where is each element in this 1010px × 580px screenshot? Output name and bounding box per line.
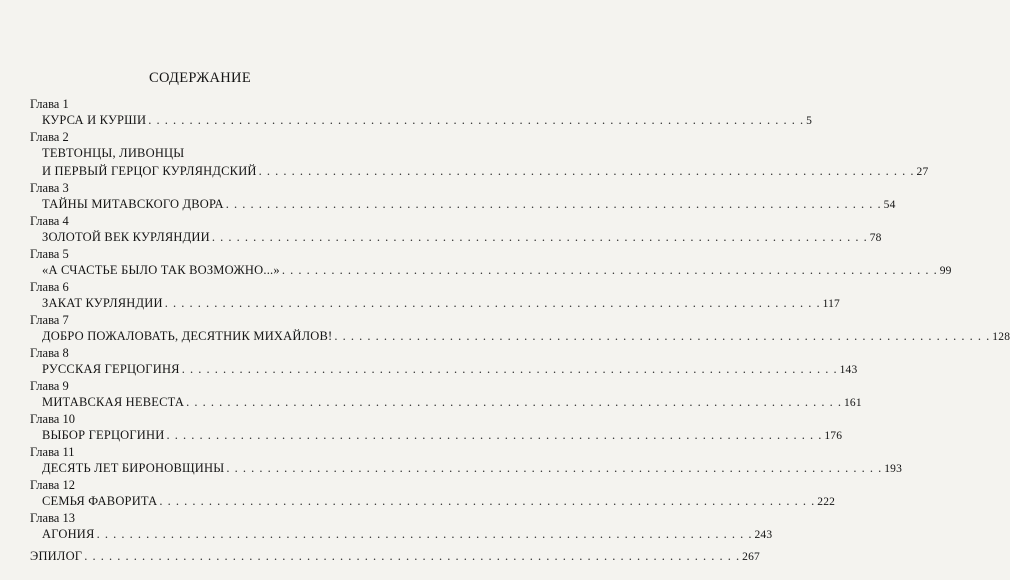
- chapter-number: Глава 4: [30, 214, 69, 228]
- contents-heading: СОДЕРЖАНИЕ: [149, 70, 251, 86]
- chapter-title-line: [30, 162, 929, 180]
- toc-entry: [30, 181, 896, 213]
- dot-leader: . . . . . . . . . . . . . . . . . . . . . . . . . . . . . . . . . . . . . . . . . . . . . . . . . . . . . . . . . . . . . . . . . . . . . . . . . . . . . . . .: [258, 164, 915, 178]
- chapter-title-line: [30, 327, 1010, 345]
- epilog-title: ЭПИЛОГ: [30, 549, 83, 563]
- chapter-title: ТЕВТОНЦЫ, ЛИВОНЦЫ: [42, 146, 185, 160]
- chapter-number: Глава 5: [30, 247, 69, 261]
- chapter-number: Глава 3: [30, 181, 69, 195]
- page-number: 99: [939, 265, 952, 277]
- chapter-title: «А СЧАСТЬЕ БЫЛО ТАК ВОЗМОЖНО...»: [42, 263, 280, 277]
- chapter-number: Глава 10: [30, 412, 75, 426]
- toc-entry: [30, 379, 862, 411]
- chapter-title-line: [30, 459, 903, 477]
- dot-leader: . . . . . . . . . . . . . . . . . . . . . . . . . . . . . . . . . . . . . . . . . . . . . . . . . . . . . . . . . . . . . . . . . . . . . . . . . . . . . . . .: [281, 263, 938, 277]
- chapter-title-line: [30, 195, 896, 213]
- page-number: 267: [742, 551, 760, 563]
- chapter-title: АГОНИЯ: [42, 527, 95, 541]
- page-number: 54: [883, 199, 896, 211]
- dot-leader: . . . . . . . . . . . . . . . . . . . . . . . . . . . . . . . . . . . . . . . . . . . . . . . . . . . . . . . . . . . . . . . . . . . . . . . . . . . . . . . .: [159, 494, 816, 508]
- chapter-title-line: [30, 393, 862, 411]
- chapter-number: Глава 11: [30, 445, 75, 459]
- chapter-title-line: [30, 228, 882, 246]
- chapter-title-line: [30, 492, 836, 510]
- chapter-title-line: [30, 261, 952, 279]
- chapter-title: РУССКАЯ ГЕРЦОГИНЯ: [42, 362, 180, 376]
- page-number: 143: [839, 364, 858, 376]
- dot-leader: . . . . . . . . . . . . . . . . . . . . . . . . . . . . . . . . . . . . . . . . . . . . . . . . . . . . . . . . . . . . . . . . . . . . . . . . . . . . . . . .: [186, 395, 842, 409]
- toc-entry: [30, 511, 773, 543]
- dot-leader: . . . . . . . . . . . . . . . . . . . . . . . . . . . . . . . . . . . . . . . . . . . . . . . . . . . . . . . . . . . . . . . . . . . . . . . . . . . . . . . .: [164, 296, 821, 310]
- toc-entry: [30, 346, 858, 378]
- page-number: 176: [824, 430, 843, 442]
- chapter-number: Глава 9: [30, 379, 69, 393]
- epilog-line: [30, 547, 760, 565]
- dot-leader: . . . . . . . . . . . . . . . . . . . . . . . . . . . . . . . . . . . . . . . . . . . . . . . . . . . . . . . . . . . . . . . . . . . . . . . . . . . . . . . .: [84, 549, 741, 563]
- toc-entry: [30, 97, 813, 129]
- chapter-number: Глава 1: [30, 97, 69, 111]
- chapter-title: ЗОЛОТОЙ ВЕК КУРЛЯНДИИ: [42, 230, 210, 244]
- toc-entry: [30, 478, 836, 510]
- chapter-number: Глава 6: [30, 280, 69, 294]
- chapter-number: Глава 2: [30, 130, 69, 144]
- chapter-title-line: [30, 294, 841, 312]
- chapter-title-line: [30, 426, 843, 444]
- chapter-title-line: [30, 525, 773, 543]
- dot-leader: . . . . . . . . . . . . . . . . . . . . . . . . . . . . . . . . . . . . . . . . . . . . . . . . . . . . . . . . . . . . . . . . . . . . . . . . . . . . . . . .: [181, 362, 838, 376]
- dot-leader: . . . . . . . . . . . . . . . . . . . . . . . . . . . . . . . . . . . . . . . . . . . . . . . . . . . . . . . . . . . . . . . . . . . . . . . . . . . . . . . .: [96, 527, 753, 541]
- toc-entry: [30, 412, 843, 444]
- page-number: 78: [869, 232, 882, 244]
- toc-entry-epilog: [30, 547, 760, 565]
- toc-entry: [30, 445, 903, 477]
- dot-leader: . . . . . . . . . . . . . . . . . . . . . . . . . . . . . . . . . . . . . . . . . . . . . . . . . . . . . . . . . . . . . . . . . . . . . . . . . . . . . . . .: [334, 329, 991, 343]
- page-number: 128: [992, 331, 1010, 343]
- chapter-title: ДЕСЯТЬ ЛЕТ БИРОНОВЩИНЫ: [42, 461, 225, 475]
- table-of-contents: [30, 97, 1010, 567]
- dot-leader: . . . . . . . . . . . . . . . . . . . . . . . . . . . . . . . . . . . . . . . . . . . . . . . . . . . . . . . . . . . . . . . . . . . . . . . . . . . . . . . .: [166, 428, 823, 442]
- dot-leader: . . . . . . . . . . . . . . . . . . . . . . . . . . . . . . . . . . . . . . . . . . . . . . . . . . . . . . . . . . . . . . . . . . . . . . . . . . . . . . . .: [225, 197, 882, 211]
- chapter-number: Глава 12: [30, 478, 75, 492]
- dot-leader: . . . . . . . . . . . . . . . . . . . . . . . . . . . . . . . . . . . . . . . . . . . . . . . . . . . . . . . . . . . . . . . . . . . . . . . . . . . . . . . .: [148, 113, 805, 127]
- toc-entry: [30, 280, 841, 312]
- chapter-title: ВЫБОР ГЕРЦОГИНИ: [42, 428, 165, 442]
- page-number: 27: [916, 166, 929, 178]
- chapter-title: ЗАКАТ КУРЛЯНДИИ: [42, 296, 163, 310]
- chapter-title: СЕМЬЯ ФАВОРИТА: [42, 494, 158, 508]
- chapter-title: И ПЕРВЫЙ ГЕРЦОГ КУРЛЯНДСКИЙ: [42, 164, 257, 178]
- toc-entry: [30, 214, 882, 246]
- page-number: 222: [817, 496, 836, 508]
- toc-entry: [30, 247, 952, 279]
- page-number: 5: [806, 115, 813, 127]
- chapter-title: ДОБРО ПОЖАЛОВАТЬ, ДЕСЯТНИК МИХАЙЛОВ!: [42, 329, 333, 343]
- dot-leader: . . . . . . . . . . . . . . . . . . . . . . . . . . . . . . . . . . . . . . . . . . . . . . . . . . . . . . . . . . . . . . . . . . . . . . . . . . . . . . . .: [211, 230, 868, 244]
- page-number: 161: [843, 397, 862, 409]
- chapter-number: Глава 7: [30, 313, 69, 327]
- chapter-title: КУРСА И КУРШИ: [42, 113, 147, 127]
- chapter-title: ТАЙНЫ МИТАВСКОГО ДВОРА: [42, 197, 224, 211]
- toc-entry: [30, 130, 929, 180]
- chapter-number: Глава 8: [30, 346, 69, 360]
- dot-leader: . . . . . . . . . . . . . . . . . . . . . . . . . . . . . . . . . . . . . . . . . . . . . . . . . . . . . . . . . . . . . . . . . . . . . . . . . . . . . . . .: [226, 461, 883, 475]
- page-number: 117: [822, 298, 841, 310]
- chapter-title: МИТАВСКАЯ НЕВЕСТА: [42, 395, 185, 409]
- page-number: 193: [884, 463, 903, 475]
- page-number: 243: [754, 529, 773, 541]
- chapter-number: Глава 13: [30, 511, 75, 525]
- chapter-title-line: [30, 144, 376, 162]
- chapter-title-line: [30, 360, 858, 378]
- toc-entry: [30, 313, 1010, 345]
- chapter-title-line: [30, 111, 813, 129]
